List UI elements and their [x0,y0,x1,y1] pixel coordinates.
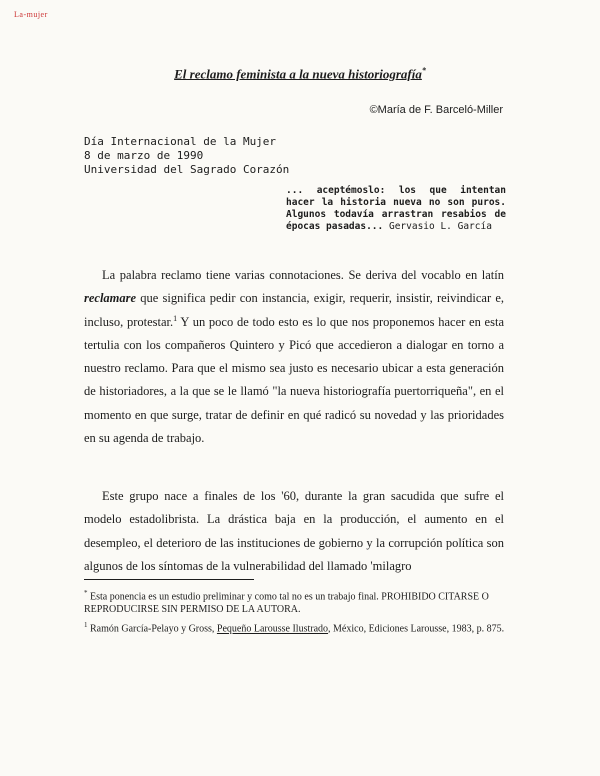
epigraph-author: Gervasio L. García [388,221,492,232]
epigraph [286,185,506,233]
title-footnote-mark: * [421,66,426,75]
p1-latin-term: reclamare [84,291,137,306]
p1-text-b: que significa pedir con instancia, exigir, requerir, insistir, reivindicar e, incluso, protestar. [84,291,504,329]
footnote-divider [84,579,254,580]
footnote-star [84,587,514,616]
footnote-star-text: Esta ponencia es un estudio preliminar y como tal no es un trabajo final. PROHIBIDO CITARSE O REPRODUCIRSE SIN PERMISO DE LA AUTORA. [84,591,489,616]
body-paragraph-1 [84,264,504,450]
footnote-star-mark: * [84,589,88,597]
p1-text-a: La palabra reclamo tiene varias connotaciones. Se deriva del vocablo en latín [102,268,504,282]
occasion-venue: Universidad del Sagrado Corazón [84,163,290,176]
footnote-1-text-b: , México, Ediciones Larousse, 1983, p. 875. [328,623,505,635]
epigraph-quote: ... aceptémoslo: los que intentan hacer la historia nueva no son puros. Algunos todavía arrastran resabios de épocas pasadas... [286,185,506,232]
p2-text: Este grupo nace a finales de los '60, durante la gran sacudida que sufre el modelo estadolibrista. La drástica baja en la producción, el aumento en el desempleo, el deterioro de las instituciones de gobierno y la corrupción política son algunos de los síntomas de la vulnerabilidad del llamado 'milagro [84,489,504,573]
p1-footnote-ref: 1 [173,313,178,323]
footnote-1-book-title: Pequeño Larousse Ilustrado [216,623,329,635]
title-text: El reclamo feminista a la nueva historiografía [174,66,422,82]
document-title [0,66,600,82]
occasion-event: Día Internacional de la Mujer [84,135,277,148]
footnote-1-mark: 1 [84,621,88,630]
p1-text-c: Y un poco de todo esto es lo que nos proponemos hacer en esta tertulia con los compañeros Quintero y Picó que accedieron a dialogar en torno a nuestro reclamo. Para que el mismo sea justo es necesario ubicar a esta generación de historiadores, a la que se le llamó "la nueva historiografía puertorriqueña", en el momento en que surge, tratar de definir en qué radicó su novedad y las prioridades en su agenda de trabajo. [84,314,504,446]
author-line: ©María de F. Barceló-Miller [369,104,503,116]
occasion-date: 8 de marzo de 1990 [84,149,204,162]
footnote-1-text-a: Ramón García-Pelayo y Gross, [87,623,217,635]
footnotes [84,587,514,639]
occasion-block [84,135,289,177]
body-paragraph-2 [84,485,504,578]
footnote-1 [84,619,514,635]
corner-mark: La-mujer [14,10,48,19]
